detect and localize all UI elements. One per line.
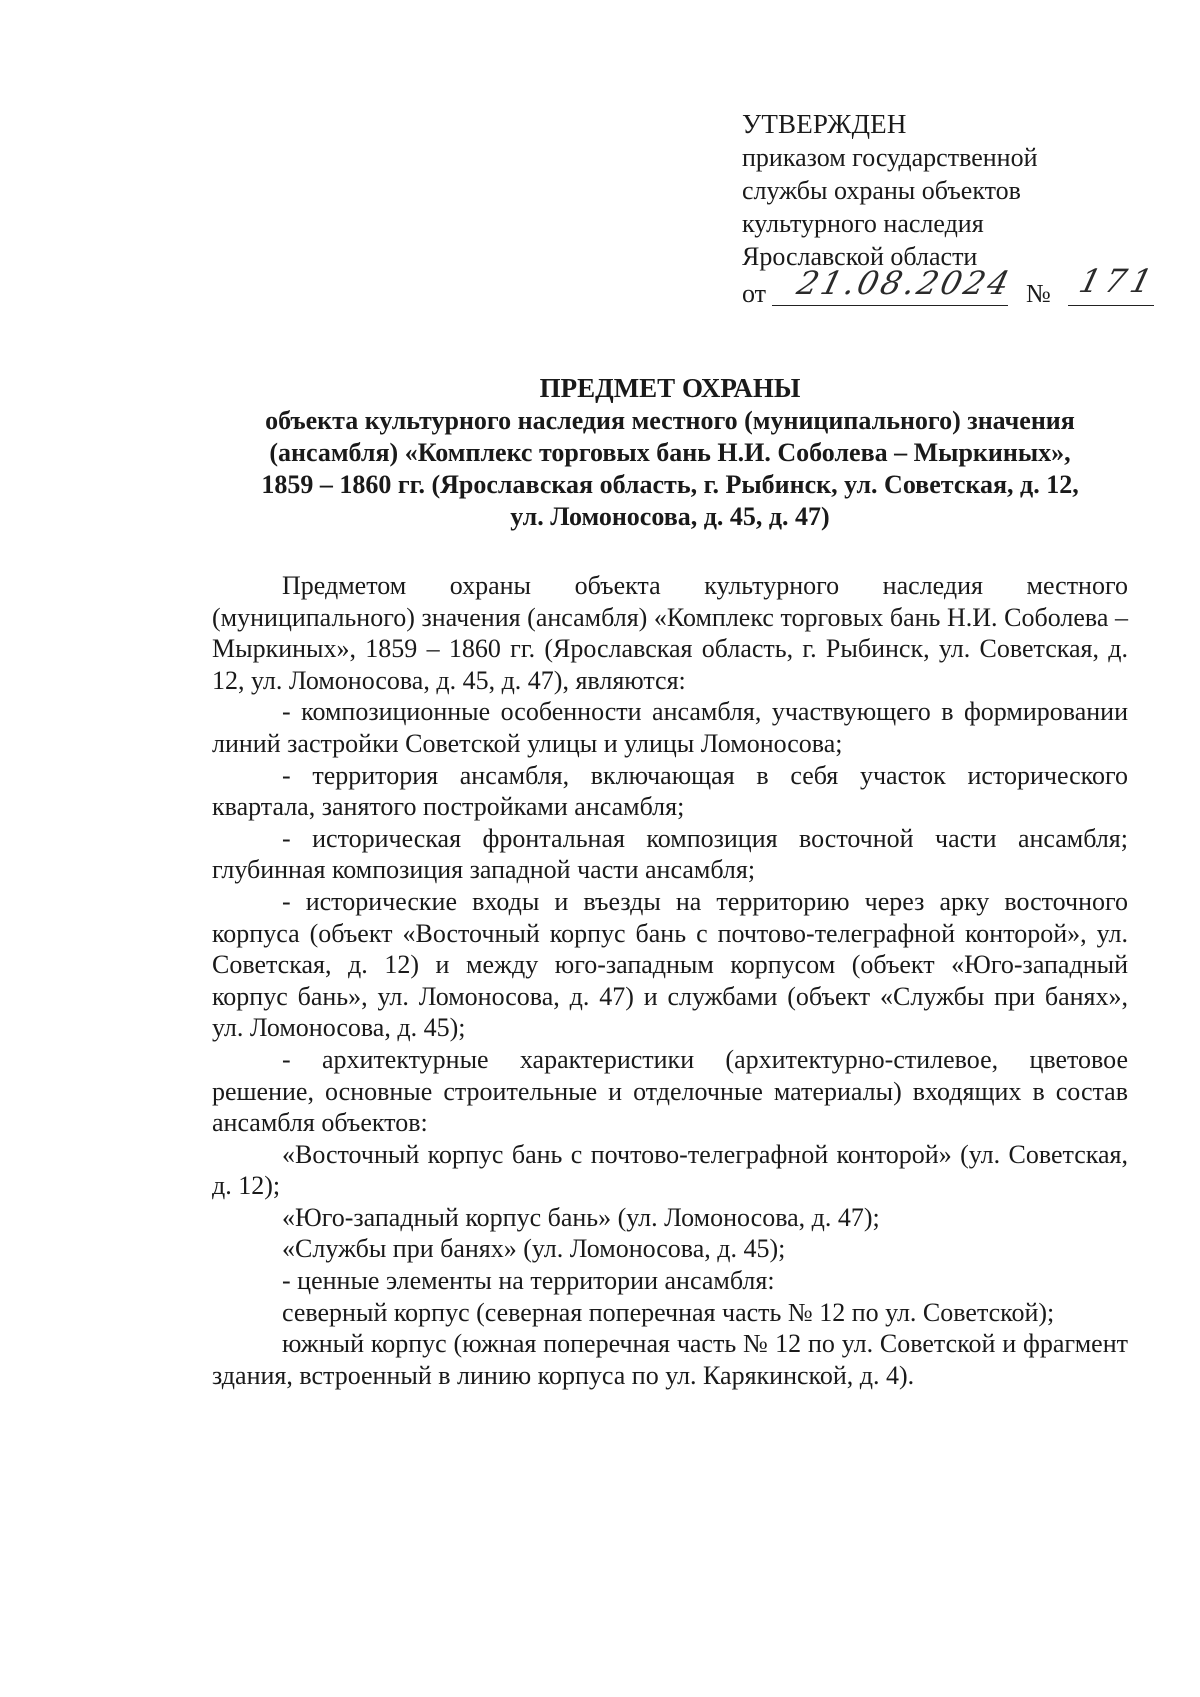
body-paragraph: «Службы при банях» (ул. Ломоносова, д. 45); — [282, 1234, 786, 1264]
body-paragraph: - исторические входы и въезды на территорию через арку восточного корпуса (объект «Восточный корпус бань с почтово-телеграфной конторой», ул. Советская, д. 12) и между юго-западным корпусом (объект «Юго-западный корпус бань», ул. Ломоносова, д. 47) и службами (объект «Службы при банях», ул. Ломоносова, д. 45); — [212, 886, 1128, 1043]
approval-block — [742, 108, 1162, 313]
body-paragraph: северный корпус (северная поперечная часть № 12 по ул. Советской); — [282, 1297, 1055, 1327]
approval-line: Ярославской области — [742, 242, 978, 271]
body-paragraph: - архитектурные характеристики (архитектурно-стилевое, цветовое решение, основные строительные и отделочные материалы) входящих в состав ансамбля объектов: — [212, 1044, 1128, 1138]
date-field — [772, 264, 1017, 306]
body-paragraph: - ценные элементы на территории ансамбля: — [282, 1266, 775, 1296]
body-paragraph: - историческая фронтальная композиция восточной части ансамбля; глубинная композиция западной части ансамбля; — [212, 823, 1128, 885]
body-paragraph: - композиционные особенности ансамбля, участвующего в формировании линий застройки Советской улицы и улицы Ломоносова; — [212, 697, 1128, 758]
body-paragraph: «Юго-западный корпус бань» (ул. Ломоносова, д. 47); — [282, 1202, 880, 1232]
number-label: № — [1026, 279, 1051, 308]
approval-date-line — [742, 262, 1162, 313]
handwritten-date: 21.08.2024 — [793, 264, 1017, 302]
from-label: от — [742, 279, 767, 308]
title-line: 1859 – 1860 гг. (Ярославская область, г. Рыбинск, ул. Советская, д. 12, — [261, 470, 1079, 499]
approval-heading: УТВЕРЖДЕН — [742, 109, 907, 139]
body-paragraph: - территория ансамбля, включающая в себя участок исторического квартала, занятого постройками ансамбля; — [212, 760, 1128, 822]
body-paragraph: «Восточный корпус бань с почтово-телеграфной конторой» (ул. Советская, д. 12); — [212, 1139, 1128, 1201]
body-paragraph: Предметом охраны объекта культурного наследия местного (муниципального) значения (ансамбля) «Комплекс торговых бань Н.И. Соболева – Мыркиных», 1859 – 1860 гг. (Ярославская область, г. Рыбинск, ул. Советская, д. 12, ул. Ломоносова, д. 45, д. 47), являются: — [212, 571, 1128, 695]
approval-line: приказом государственной — [742, 143, 1038, 172]
handwritten-number: 171 — [1075, 262, 1161, 300]
title-line: (ансамбля) «Комплекс торговых бань Н.И. Соболева – Мыркиных», — [269, 438, 1071, 467]
title-line: ул. Ломоносова, д. 45, д. 47) — [510, 502, 830, 531]
approval-line: культурного наследия — [742, 209, 984, 238]
document-title — [212, 372, 1128, 533]
number-field — [1068, 262, 1161, 306]
document-body — [212, 570, 1128, 1391]
title-line: объекта культурного наследия местного (муниципального) значения — [265, 406, 1075, 435]
approval-line: службы охраны объектов — [742, 176, 1021, 205]
body-paragraph: южный корпус (южная поперечная часть № 12 по ул. Советской и фрагмент здания, встроенный в линию корпуса по ул. Карякинской, д. 4). — [212, 1329, 1128, 1390]
title-main: ПРЕДМЕТ ОХРАНЫ — [539, 373, 801, 403]
